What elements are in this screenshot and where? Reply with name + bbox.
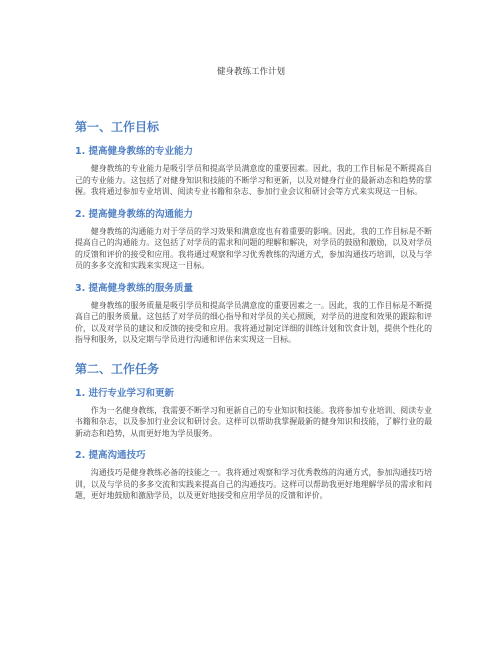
- paragraph: 健身教练的服务质量是吸引学员和提高学员满意度的重要因素之一。因此，我的工作目标是不断提高自己的服务质量。这包括了对学员的细心指导和对学员的关心照顾，对学员的进度和效果的跟踪和评价，以及对学员的建议和反馈的接受和应用。我将通过制定详细的训练计划和饮食计划，提供个性化的指导和服务，以及定期与学员进行沟通和评估来实现这一目标。: [75, 300, 432, 344]
- paragraph: 健身教练的沟通能力对于学员的学习效果和满意度也有着重要的影响。因此，我的工作目标是不断提高自己的沟通能力。这包括了对学员的需求和问题的理解和解决，对学员的鼓励和激励，以及对学员的反馈和评价的接受和应用。我将通过观察和学习优秀教练的沟通方式，参加沟通技巧培训，以及与学员的多多交流和实践来实现这一目标。: [75, 226, 432, 270]
- section-heading-tasks: 第二、工作任务: [75, 361, 160, 376]
- paragraph: 作为一名健身教练，我需要不断学习和更新自己的专业知识和技能。我将参加专业培训、阅读专业书籍和杂志，以及参加行业会议和研讨会。这样可以帮助我掌握最新的健身知识和技能，了解行业的最新动态和趋势，从而更好地为学员服务。: [75, 405, 432, 438]
- section-heading-goals: 第一、工作目标: [75, 120, 160, 134]
- subsection-heading: 1. 进行专业学习和更新: [75, 387, 175, 399]
- subsection-heading: 2. 提高健身教练的沟通能力: [75, 208, 194, 220]
- subsection-heading: 3. 提高健身教练的服务质量: [75, 282, 194, 294]
- paragraph: 沟通技巧是健身教练必备的技能之一。我将通过观察和学习优秀教练的沟通方式，参加沟通技巧培训，以及与学员的多多交流和实践来提高自己的沟通技巧。这样可以帮助我更好地理解学员的需求和问题，更好地鼓励和激励学员，以及更好地接受和应用学员的反馈和评价。: [75, 468, 432, 500]
- document-body: [75, 118, 432, 502]
- paragraph: 健身教练的专业能力是吸引学员和提高学员满意度的重要因素。因此，我的工作目标是不断提高自己的专业能力。这包括了对健身知识和技能的不断学习和更新，以及对健身行业的最新动态和趋势的掌握。我将通过参加专业培训、阅读专业书籍和杂志、参加行业会议和研讨会等方式来实现这一目标。: [75, 164, 432, 196]
- subsection-heading: 2. 提高沟通技巧: [75, 450, 146, 461]
- document-title: 健身教练工作计划: [216, 67, 285, 77]
- subsection-heading: 1. 提高健身教练的专业能力: [75, 146, 194, 157]
